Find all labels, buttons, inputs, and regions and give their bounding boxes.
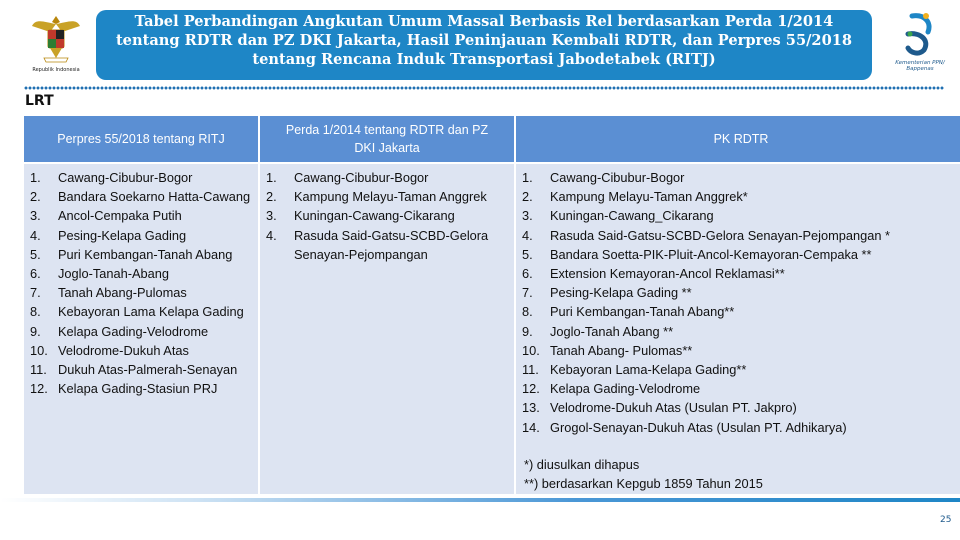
column-header-perpres-text: Perpres 55/2018 tentang RITJ xyxy=(57,132,225,146)
route-name: Rasuda Said-Gatsu-SCBD-Gelora Senayan-Pejompangan * xyxy=(550,227,891,243)
page-title xyxy=(96,10,872,80)
route-list-item xyxy=(24,322,258,341)
route-list-item xyxy=(24,226,258,245)
title-line-3: tentang Rencana Induk Transportasi Jabodetabek (RITJ) xyxy=(252,51,716,68)
route-name: Kuningan-Cawang_Cikarang xyxy=(550,208,714,224)
route-list-item xyxy=(260,226,514,264)
title-line-2: tentang RDTR dan PZ DKI Jakarta, Hasil Peninjauan Kembali RDTR, dan Perpres 55/2018 xyxy=(115,32,853,49)
route-list-item xyxy=(516,168,960,187)
route-list-item xyxy=(516,283,960,302)
route-number: 14. xyxy=(522,419,540,435)
garuda-emblem xyxy=(22,12,90,76)
route-number: 7. xyxy=(30,285,41,301)
left-logo-caption: Republik Indonesia xyxy=(32,67,80,73)
route-number: 2. xyxy=(30,189,41,205)
route-list-item xyxy=(24,206,258,225)
route-list-item xyxy=(24,360,258,379)
column-body-perda xyxy=(260,164,514,494)
route-name: Ancol-Cempaka Putih xyxy=(58,208,182,224)
perda-route-list xyxy=(260,164,514,264)
route-number: 4. xyxy=(30,227,41,243)
route-number: 5. xyxy=(522,246,533,262)
route-name: Puri Kembangan-Tanah Abang xyxy=(58,246,233,262)
route-list-item xyxy=(516,264,960,283)
route-list-item xyxy=(24,379,258,398)
route-list-item xyxy=(516,226,960,245)
route-number: 10. xyxy=(30,342,48,358)
column-body-pk-rdtr xyxy=(516,164,960,494)
route-number: 7. xyxy=(522,285,533,301)
route-name: Kebayoran Lama Kelapa Gading xyxy=(58,304,244,320)
route-name: Kelapa Gading-Stasiun PRJ xyxy=(58,381,218,397)
route-number: 8. xyxy=(522,304,533,320)
column-body-perpres xyxy=(24,164,258,494)
route-number: 1. xyxy=(266,170,277,185)
route-number: 3. xyxy=(30,208,41,224)
route-number: 3. xyxy=(522,208,533,224)
route-number: 10. xyxy=(522,342,540,358)
title-line-1: Tabel Perbandingan Angkutan Umum Massal Berbasis Rel berdasarkan Perda 1/2014 xyxy=(134,13,834,30)
route-list-item xyxy=(24,187,258,206)
perpres-route-list xyxy=(24,164,258,398)
route-number: 3. xyxy=(266,208,277,224)
dotted-divider xyxy=(24,86,944,90)
pk-rdtr-route-list xyxy=(516,164,960,437)
route-number: 9. xyxy=(30,323,41,339)
route-list-item xyxy=(260,168,514,187)
route-list-item xyxy=(516,360,960,379)
route-name: Bandara Soetta-PIK-Pluit-Ancol-Kemayoran-Cempaka ** xyxy=(550,246,872,262)
route-name: Kelapa Gading-Velodrome xyxy=(550,381,701,397)
route-number: 1. xyxy=(30,170,41,185)
route-number: 11. xyxy=(30,362,47,378)
route-name: Cawang-Cibubur-Bogor xyxy=(58,170,193,185)
route-number: 12. xyxy=(30,381,48,397)
route-name: Joglo-Tanah Abang ** xyxy=(550,323,674,339)
route-name: Kampung Melayu-Taman Anggrek* xyxy=(550,189,748,205)
route-name: Joglo-Tanah-Abang xyxy=(58,266,169,282)
footer-bar xyxy=(0,498,960,502)
column-header-pk-rdtr xyxy=(516,116,960,162)
route-number: 6. xyxy=(522,266,533,282)
column-header-perpres xyxy=(24,116,258,162)
route-number: 6. xyxy=(30,266,41,282)
route-name: Tanah Abang- Pulomas** xyxy=(550,342,693,358)
section-label: LRT xyxy=(25,93,54,109)
route-list-item xyxy=(516,187,960,206)
column-header-pk-rdtr-text: PK RDTR xyxy=(713,132,769,146)
footnotes xyxy=(516,455,960,493)
route-number: 9. xyxy=(522,323,533,339)
footnote-1: *) diusulkan dihapus xyxy=(524,456,640,472)
column-header-perda-line-1: Perda 1/2014 tentang RDTR dan PZ xyxy=(285,123,489,137)
route-name: Velodrome-Dukuh Atas (Usulan PT. Jakpro) xyxy=(550,400,797,416)
route-list-item xyxy=(24,341,258,360)
right-logo-caption-line-1: Kementerian PPN/ xyxy=(895,60,945,66)
route-name: Cawang-Cibubur-Bogor xyxy=(294,170,429,185)
route-name: Pesing-Kelapa Gading ** xyxy=(550,285,692,301)
route-list-item xyxy=(516,302,960,321)
route-name: Kampung Melayu-Taman Anggrek xyxy=(294,189,487,205)
route-number: 5. xyxy=(30,246,41,262)
right-logo-caption-line-2: Bappenas xyxy=(906,66,934,72)
route-list-item xyxy=(516,398,960,417)
route-number: 2. xyxy=(522,189,533,205)
route-name: Kebayoran Lama-Kelapa Gading** xyxy=(550,362,747,378)
route-name: Dukuh Atas-Palmerah-Senayan xyxy=(58,362,238,378)
route-name: Kelapa Gading-Velodrome xyxy=(58,323,209,339)
route-list-item xyxy=(24,283,258,302)
route-name: Kuningan-Cawang-Cikarang xyxy=(294,208,455,224)
bappenas-icon xyxy=(902,12,938,56)
footnote-2: **) berdasarkan Kepgub 1859 Tahun 2015 xyxy=(524,476,763,492)
route-list-item xyxy=(516,322,960,341)
route-number: 4. xyxy=(522,227,533,243)
route-name: Pesing-Kelapa Gading xyxy=(58,227,187,243)
route-number: 12. xyxy=(522,381,540,397)
route-number: 8. xyxy=(30,304,41,320)
route-name: Grogol-Senayan-Dukuh Atas (Usulan PT. Adhikarya) xyxy=(550,419,847,435)
route-list-item xyxy=(24,168,258,187)
route-number: 11. xyxy=(522,362,539,378)
route-list-item xyxy=(260,206,514,225)
column-header-perda xyxy=(260,116,514,162)
route-number: 1. xyxy=(522,170,533,185)
route-list-item xyxy=(516,206,960,225)
route-list-item xyxy=(516,379,960,398)
route-number: 4. xyxy=(266,227,277,243)
route-list-item xyxy=(516,418,960,437)
right-logo-caption xyxy=(886,60,954,72)
route-number: 2. xyxy=(266,189,277,205)
route-number: 13. xyxy=(522,400,540,416)
route-name: Bandara Soekarno Hatta-Cawang xyxy=(58,189,251,205)
slide-header xyxy=(0,0,960,84)
route-list-item xyxy=(24,302,258,321)
garuda-icon xyxy=(30,12,82,66)
route-name: Velodrome-Dukuh Atas xyxy=(58,342,189,358)
route-list-item xyxy=(24,264,258,283)
route-name: Rasuda Said-Gatsu-SCBD-Gelora Senayan-Pejompangan xyxy=(294,227,489,262)
route-list-item xyxy=(516,245,960,264)
route-name: Tanah Abang-Pulomas xyxy=(58,285,187,301)
column-header-perda-line-2: DKI Jakarta xyxy=(354,141,420,155)
page-number: 25 xyxy=(940,515,952,525)
route-list-item xyxy=(260,187,514,206)
route-list-item xyxy=(516,341,960,360)
route-name: Puri Kembangan-Tanah Abang** xyxy=(550,304,735,320)
route-list-item xyxy=(24,245,258,264)
route-name: Cawang-Cibubur-Bogor xyxy=(550,170,685,185)
bappenas-logo xyxy=(886,12,954,76)
route-name: Extension Kemayoran-Ancol Reklamasi** xyxy=(550,266,785,282)
